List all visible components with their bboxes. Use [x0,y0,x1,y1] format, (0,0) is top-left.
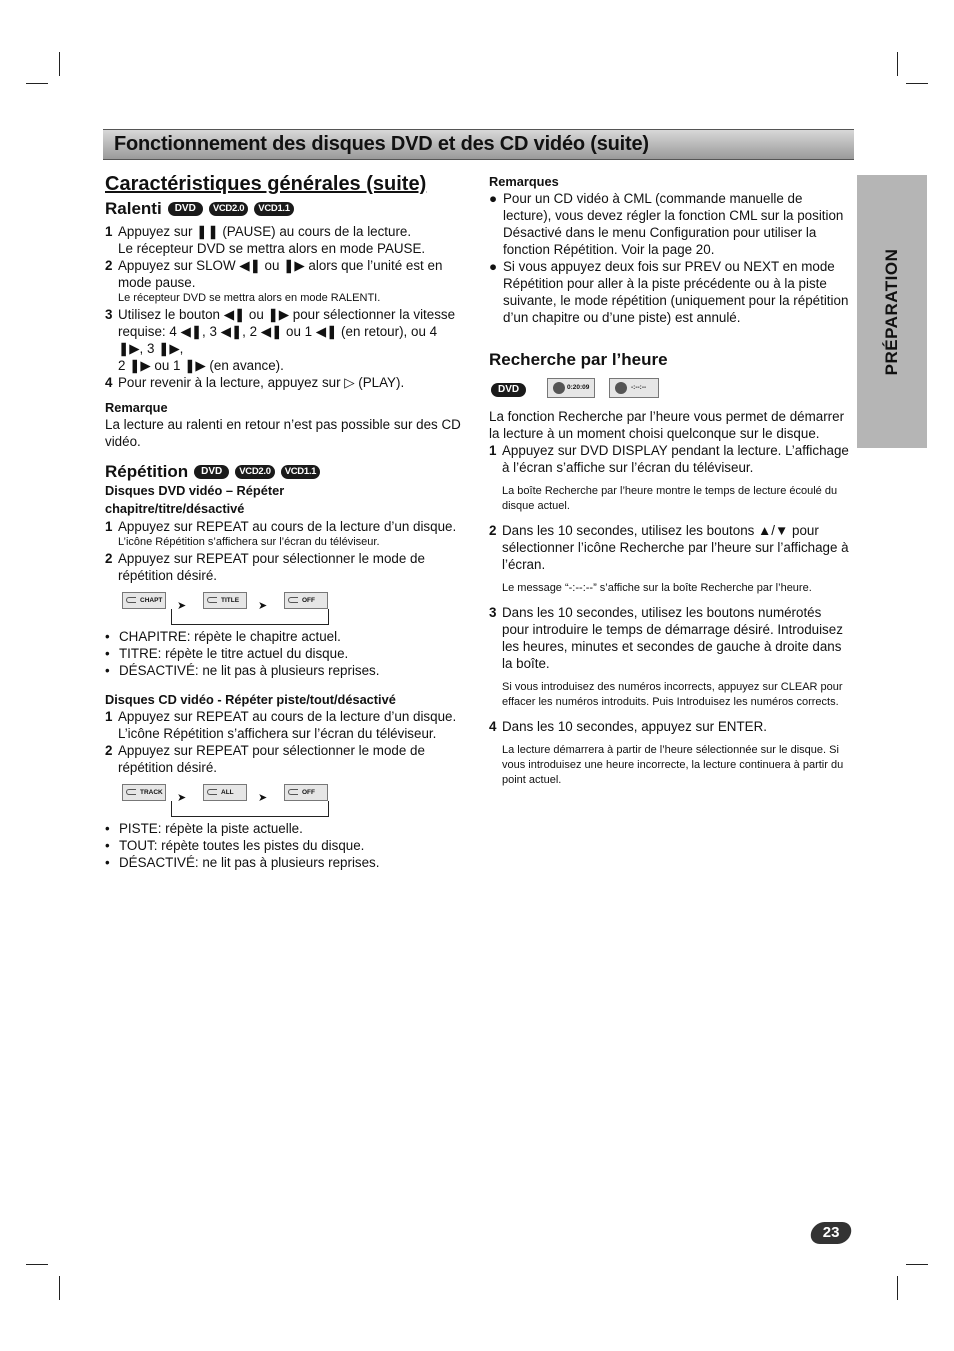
dvd-repeat-osd-sequence [105,592,465,628]
bullet-item: • CHAPITRE: répète le chapitre actuel. [105,629,341,644]
loop-back-line [171,801,329,817]
ralenti-step-2: 2 Appuyez sur SLOW ◀❚ ou ❚▶ alors que l’unité est en mode pause. Le récepteur DVD se mettra alors en mode RALENTI. [105,258,443,304]
ralenti-step-1: 1 Appuyez sur ❚❚ (PAUSE) au cours de la lecture. Le récepteur DVD se mettra alors en mode PAUSE. [105,224,426,256]
clock-icon [615,382,627,394]
crop-mark [897,1276,898,1300]
repeat-off-osd: OFF [284,784,328,801]
crop-mark [906,1264,928,1265]
vcd-repeat-step-2: 2 Appuyez sur REPEAT pour sélectionner le mode de répétition désiré. [105,743,425,775]
side-tab-label: PRÉPARATION [882,248,901,375]
repetition-title: Répétition [105,462,189,481]
recherche-step-1: 1 Appuyez sur DVD DISPLAY pendant la lecture. L’affichage à l’écran s’affiche sur l’écran du téléviseur. La boîte Recherche par l’heure montre le temps de lecture écoulé du disque actuel. [489,443,849,512]
repeat-title-osd: TITLE [203,592,247,609]
clock-icon [553,382,565,394]
bullet-item: • TOUT: répète toutes les pistes du disque. [105,838,365,853]
badge-vcd20: VCD2.0 [235,465,274,479]
loop-back-line [171,609,329,625]
recherche-heading: Recherche par l’heure [489,350,668,369]
page-number: 23 [822,1224,840,1241]
section-header-bar [103,129,854,160]
badge-dvd: DVD [168,202,203,216]
recherche-step-2: 2 Dans les 10 secondes, utilisez les boutons ▲/▼ pour sélectionner l’icône Recherche par l’heure sur l’affichage à l’écran. Le message “-:--:--” s’affiche sur la boîte Recherche par l’heure. [489,523,849,594]
left-column [105,173,465,871]
remarque-item: ● Pour un CD vidéo à CML (commande manuelle de lecture), vous devez régler la fonction CML sur la position Désactivé dans le menu Configuration pour utiliser la fonction Répétition. Voir la page 20. [489,191,844,257]
repetition-heading [105,462,465,482]
repeat-icon [207,789,217,795]
right-column [489,173,851,788]
bullet-item: • PISTE: répète la piste actuelle. [105,821,303,836]
time-search-osd-row [489,378,851,404]
section-header-title: Fonctionnement des disques DVD et des CD vidéo (suite) [114,133,649,155]
dvd-repeat-subtitle: Disques DVD vidéo – Répéter chapitre/titre/désactivé [105,483,285,516]
crop-mark [906,83,928,84]
repeat-all-osd: ALL [203,784,247,801]
crop-mark [26,83,48,84]
time-empty-osd: -:--:-- [609,378,659,398]
repeat-icon [126,597,136,603]
time-display-osd: 0:20:09 [547,378,595,398]
ralenti-step-4: 4 Pour revenir à la lecture, appuyez sur ▷ (PLAY). [105,375,405,390]
repeat-track-osd: TRACK [122,784,166,801]
page-title: Caractéristiques générales (suite) [105,173,427,195]
ralenti-step-3-cont: 2 ❚▶ ou 1 ❚▶ (en avance). [118,358,284,373]
repeat-icon [207,597,217,603]
ralenti-title: Ralenti [105,199,162,218]
dvd-repeat-step-2: 2 Appuyez sur REPEAT pour sélectionner le mode de répétition désiré. [105,551,425,583]
vcd-repeat-osd-sequence [105,784,465,820]
arrow-right-icon: ➤ [177,792,187,804]
badge-dvd: DVD [491,383,526,397]
crop-mark [59,52,60,76]
bullet-item: • DÉSACTIVÉ: ne lit pas à plusieurs reprises. [105,663,380,678]
repeat-icon [288,597,298,603]
crop-mark [897,52,898,76]
ralenti-heading [105,199,465,219]
badge-vcd11: VCD1.1 [281,465,320,479]
ralenti-note-title: Remarque [105,400,168,415]
bullet-item: • TITRE: répète le titre actuel du disque. [105,646,349,661]
recherche-intro: La fonction Recherche par l’heure vous permet de démarrer la lecture à un moment choisi quelconque sur le disque. [489,409,845,441]
bullet-item: • DÉSACTIVÉ: ne lit pas à plusieurs reprises. [105,855,380,870]
arrow-right-icon: ➤ [258,600,268,612]
dvd-repeat-step-1: 1 Appuyez sur REPEAT au cours de la lecture d’un disque. L’icône Répétition s’affichera sur l’écran du téléviseur. [105,519,457,548]
repeat-icon [288,789,298,795]
ralenti-note-text: La lecture au ralenti en retour n’est pas possible sur des CD vidéo. [105,417,461,449]
repeat-icon [126,789,136,795]
recherche-step-3: 3 Dans les 10 secondes, utilisez les boutons numérotés pour introduire le temps de démarrage désiré. Introduisez les heures, minutes et secondes de gauche à droite dans la boîte. Si vous introduisez des numéros incorrects, appuyez sur CLEAR pour effacer les numéros introduits. Puis Introduisez les numéros corrects. [489,605,843,708]
recherche-step-4: 4 Dans les 10 secondes, appuyez sur ENTER. La lecture démarrera à partir de l’heure sélectionnée sur le disque. Si vous introduisez une heure incorrecte, la lecture continuera à partir du point actuel. [489,719,844,786]
badge-dvd: DVD [194,465,229,479]
page-number-badge [809,1222,854,1244]
ralenti-step-3: 3 Utilisez le bouton ◀❚ ou ❚▶ pour sélectionner la vitesse requise: 4 ◀❚, 3 ◀❚, 2 ◀❚ ou 1 ◀❚ (en retour), ou 4 ❚▶, 3 ❚▶, [105,307,456,356]
crop-mark [26,1264,48,1265]
remarque-item: ● Si vous appuyez deux fois sur PREV ou NEXT en mode Répétition pour aller à la piste précédente ou à la piste suivante, le mode répétition (uniquement pour la répétition d’un chapitre ou d’une piste) est annulé. [489,259,849,325]
vcd-repeat-step-1: 1 Appuyez sur REPEAT au cours de la lecture d’un disque. L’icône Répétition s’affichera sur l’écran du téléviseur. [105,709,457,741]
arrow-right-icon: ➤ [258,792,268,804]
vcd-repeat-subtitle: Disques CD vidéo - Répéter piste/tout/désactivé [105,692,396,707]
remarques-title: Remarques [489,174,559,189]
badge-vcd11: VCD1.1 [254,202,293,216]
side-tab [857,175,927,448]
repeat-chapter-osd: CHAPT [122,592,166,609]
arrow-right-icon: ➤ [177,600,187,612]
badge-vcd20: VCD2.0 [209,202,248,216]
repeat-off-osd: OFF [284,592,328,609]
crop-mark [59,1276,60,1300]
